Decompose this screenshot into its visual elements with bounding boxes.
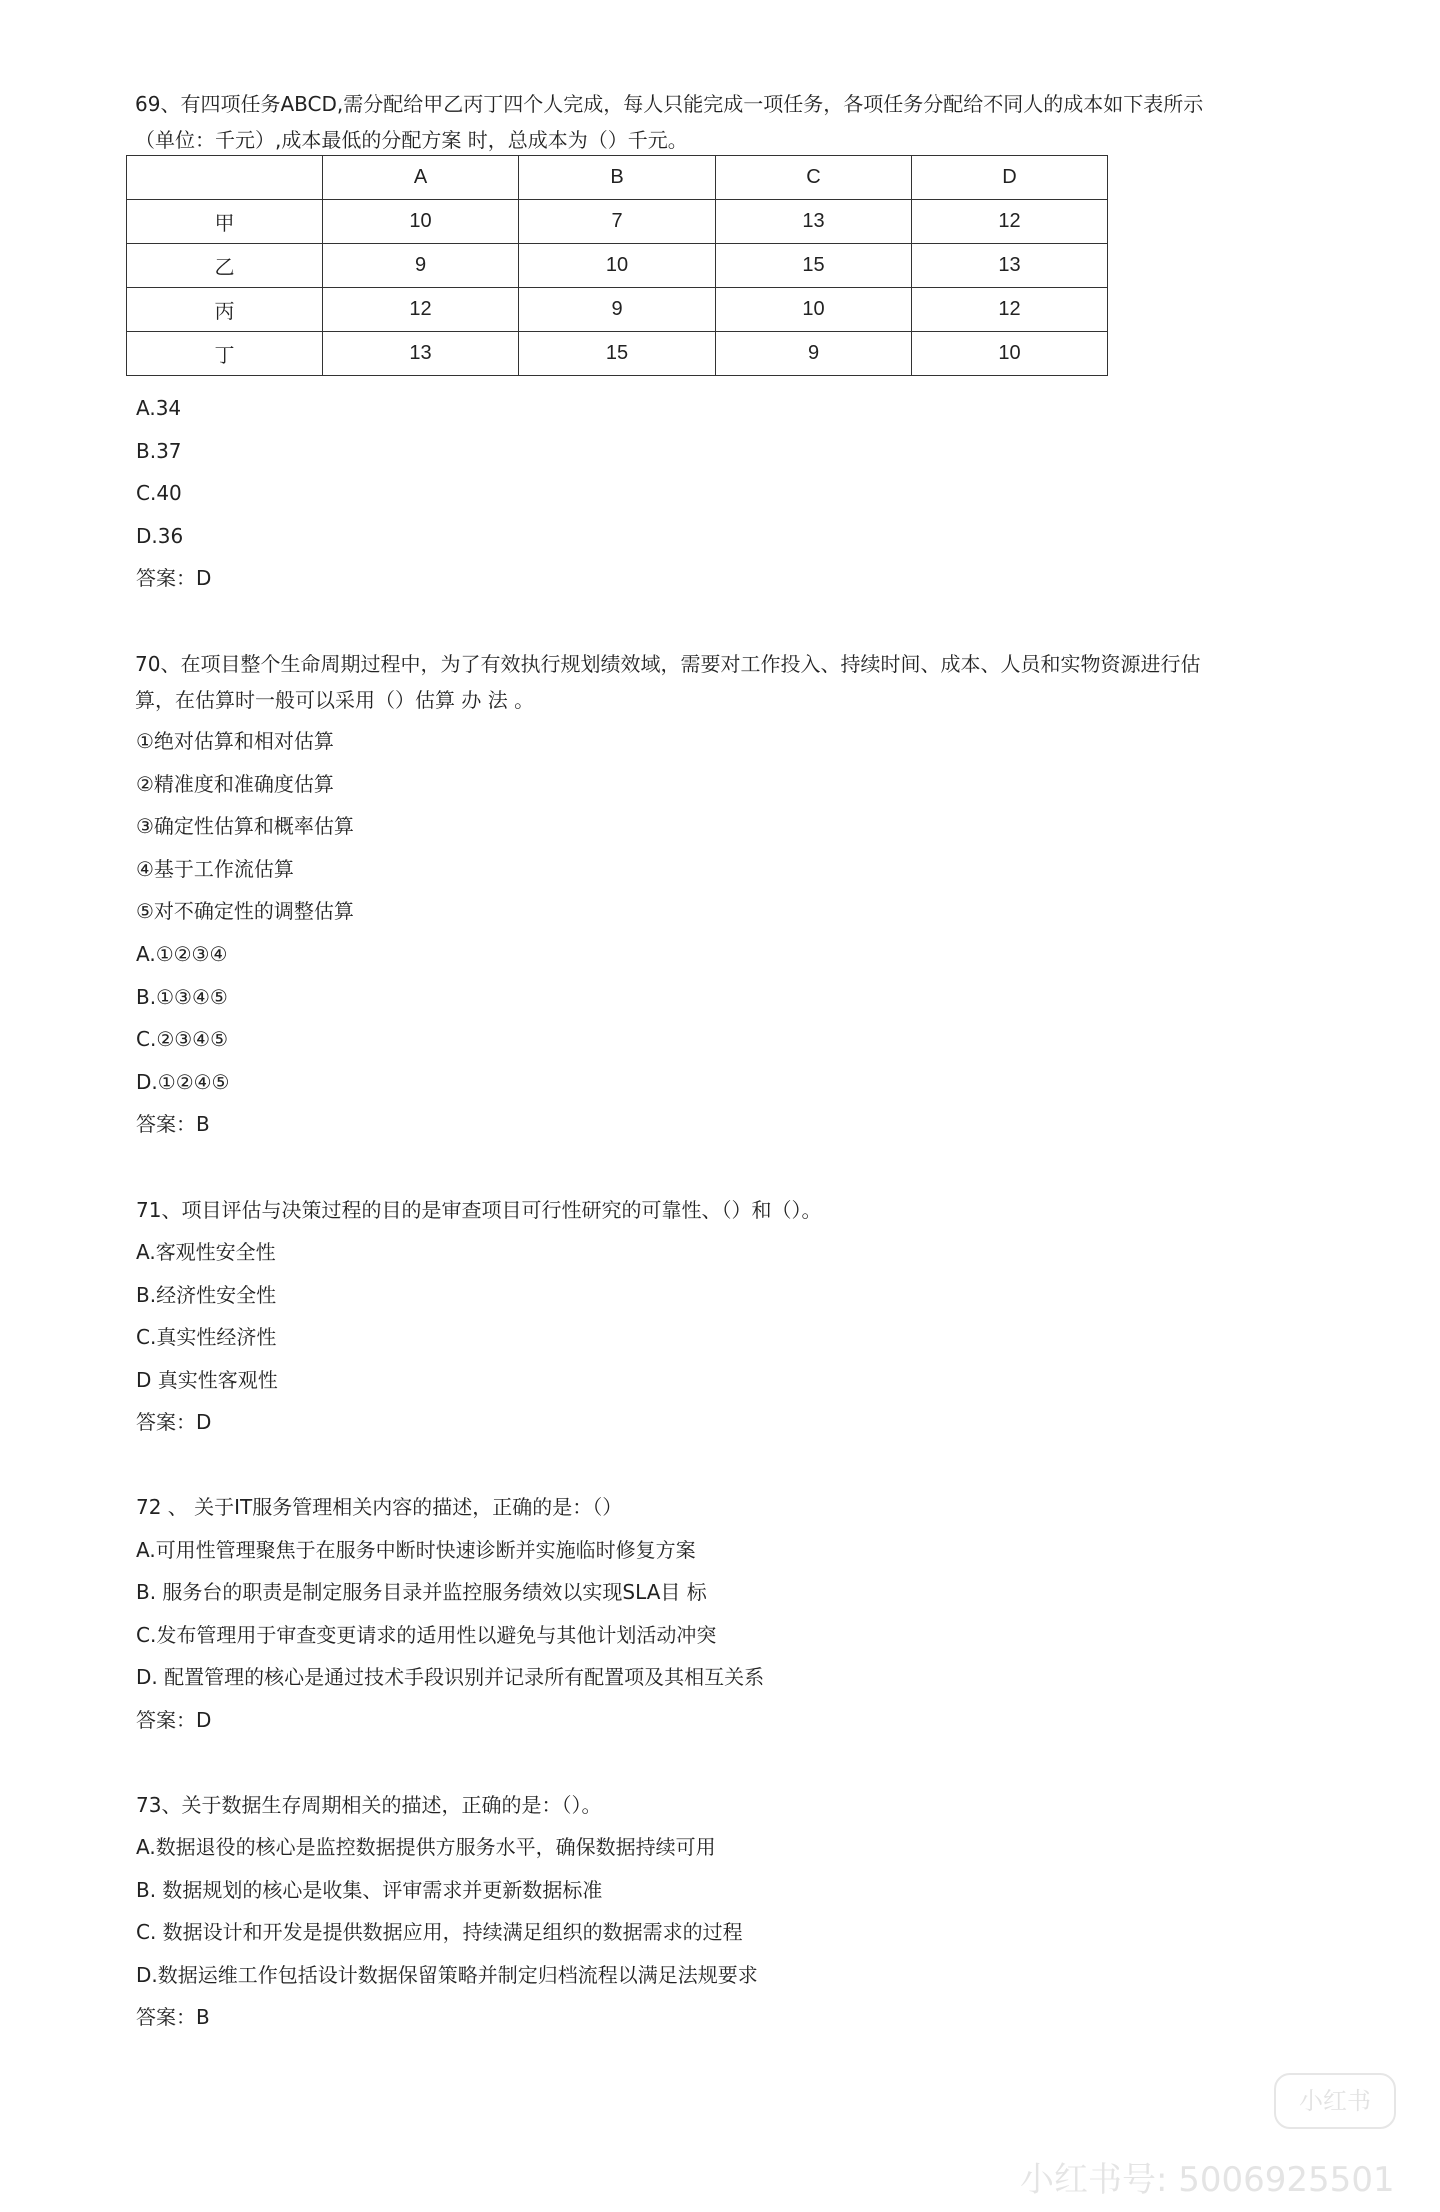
table-header-cell: B — [519, 156, 716, 200]
watermark-id: 小红书号: 5006925501 — [1020, 2160, 1395, 2200]
q73-option-b: B. 数据规划的核心是收集、评审需求并更新数据标准 — [136, 1878, 603, 1902]
table-row — [127, 332, 1108, 376]
q73-answer: 答案：B — [136, 2005, 210, 2029]
table-row — [127, 200, 1108, 244]
q72-option-c: C.发布管理用于审查变更请求的适用性以避免与其他计划活动冲突 — [136, 1623, 717, 1647]
table-cell: 13 — [323, 332, 519, 376]
q71-option-c: C.真实性经济性 — [136, 1325, 277, 1349]
table-cell: 15 — [519, 332, 716, 376]
watermark-logo: 小红书 — [1274, 2073, 1396, 2129]
q73-option-a: A.数据退役的核心是监控数据提供方服务水平，确保数据持续可用 — [136, 1835, 716, 1859]
table-cell: 甲 — [127, 200, 323, 244]
q70-item-4: ④基于工作流估算 — [136, 857, 294, 881]
table-cell: 乙 — [127, 244, 323, 288]
q70-option-b: B.①③④⑤ — [136, 985, 228, 1009]
table-cell: 9 — [519, 288, 716, 332]
cost-table — [126, 155, 1108, 376]
table-header-cell: C — [716, 156, 912, 200]
table-cell: 9 — [323, 244, 519, 288]
q71-answer: 答案：D — [136, 1410, 212, 1434]
q71-option-a: A.客观性安全性 — [136, 1240, 276, 1264]
q70-option-a: A.①②③④ — [136, 942, 228, 966]
table-header-cell — [127, 156, 323, 200]
table-cell: 9 — [716, 332, 912, 376]
table-cell: 10 — [519, 244, 716, 288]
q69-answer: 答案：D — [136, 566, 212, 590]
table-cell: 10 — [323, 200, 519, 244]
q70-stem: 70、在项目整个生命周期过程中，为了有效执行规划绩效域，需要对工作投入、持续时间、成本、人员和实物资源进行估算，在估算时一般可以采用（）估算 办 法 。 — [135, 652, 1201, 712]
table-cell: 12 — [912, 200, 1108, 244]
q72-stem: 72 、 关于IT服务管理相关内容的描述，正确的是：（） — [136, 1495, 623, 1519]
table-cell: 15 — [716, 244, 912, 288]
q73-option-c: C. 数据设计和开发是提供数据应用，持续满足组织的数据需求的过程 — [136, 1920, 743, 1944]
q69-option-d: D.36 — [136, 524, 184, 548]
q70-item-2: ②精准度和准确度估算 — [136, 772, 334, 796]
q71-option-b: B.经济性安全性 — [136, 1283, 277, 1307]
q71-stem: 71、项目评估与决策过程的目的是审查项目可行性研究的可靠性、（）和（）。 — [136, 1198, 822, 1222]
q73-stem: 73、关于数据生存周期相关的描述，正确的是：（）。 — [136, 1793, 602, 1817]
table-cell: 13 — [912, 244, 1108, 288]
table-cell: 丙 — [127, 288, 323, 332]
q69-option-a: A.34 — [136, 396, 182, 420]
table-cell: 12 — [912, 288, 1108, 332]
table-cell: 10 — [716, 288, 912, 332]
q70-item-1: ①绝对估算和相对估算 — [136, 729, 334, 753]
table-cell: 7 — [519, 200, 716, 244]
table-cell: 12 — [323, 288, 519, 332]
q70-option-c: C.②③④⑤ — [136, 1027, 229, 1051]
q69-option-b: B.37 — [136, 439, 182, 463]
table-cell: 13 — [716, 200, 912, 244]
table-header-cell: D — [912, 156, 1108, 200]
table-header-cell: A — [323, 156, 519, 200]
table-cell: 丁 — [127, 332, 323, 376]
q70-option-d: D.①②④⑤ — [136, 1070, 230, 1094]
table-header-row — [127, 156, 1108, 200]
q70-item-5: ⑤对不确定性的调整估算 — [136, 899, 354, 923]
table-row — [127, 288, 1108, 332]
q69-stem: 69、有四项任务ABCD,需分配给甲乙丙丁四个人完成，每人只能完成一项任务，各项任务分配给不同人的成本如下表所示（单位：千元）,成本最低的分配方案 时，总成本为（）千元。 — [135, 92, 1204, 152]
q70-answer: 答案：B — [136, 1112, 210, 1136]
table-row — [127, 244, 1108, 288]
q72-option-d: D. 配置管理的核心是通过技术手段识别并记录所有配置项及其相互关系 — [136, 1665, 765, 1689]
q70-item-3: ③确定性估算和概率估算 — [136, 814, 354, 838]
q69-option-c: C.40 — [136, 481, 182, 505]
q72-option-b: B. 服务台的职责是制定服务目录并监控服务绩效以实现SLA目 标 — [136, 1580, 707, 1604]
q73-option-d: D.数据运维工作包括设计数据保留策略并制定归档流程以满足法规要求 — [136, 1963, 758, 1987]
q72-answer: 答案：D — [136, 1708, 212, 1732]
q72-option-a: A.可用性管理聚焦于在服务中断时快速诊断并实施临时修复方案 — [136, 1538, 696, 1562]
table-cell: 10 — [912, 332, 1108, 376]
q71-option-d: D 真实性客观性 — [136, 1368, 278, 1392]
